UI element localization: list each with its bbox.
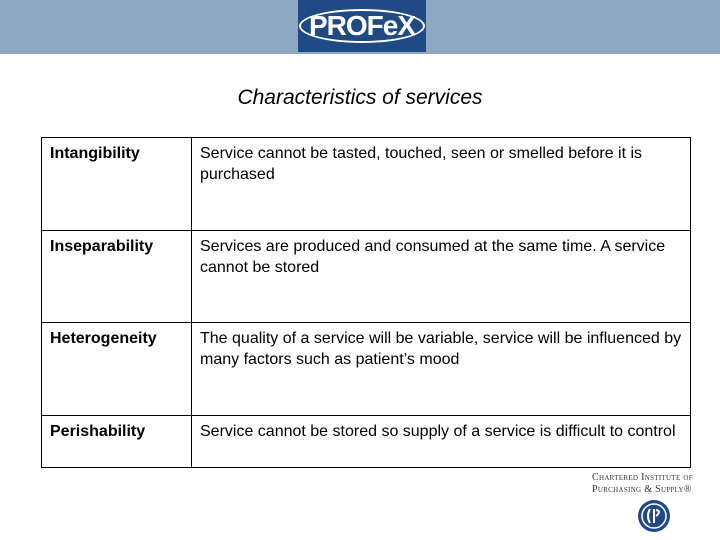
description-cell: Services are produced and consumed at the same time. A service cannot be stored (192, 230, 691, 323)
term-cell: Intangibility (42, 138, 192, 231)
logo-text: PROFeX (299, 9, 425, 43)
description-cell: The quality of a service will be variable, service will be influenced by many factors such as patient’s mood (192, 323, 691, 416)
cips-line-2: Purchasing & Supply® (592, 484, 692, 495)
description-cell: Service cannot be stored so supply of a service is difficult to control (192, 415, 691, 467)
cips-wordmark (592, 472, 718, 496)
profex-logo (298, 0, 426, 52)
term-cell: Perishability (42, 415, 192, 467)
header-band (0, 0, 720, 54)
cips-line-1: Chartered Institute of (592, 472, 693, 483)
table-row (42, 138, 691, 231)
description-cell: Service cannot be tasted, touched, seen or smelled before it is purchased (192, 138, 691, 231)
table-row (42, 415, 691, 467)
characteristics-table (41, 137, 691, 468)
cips-seal-icon (637, 499, 671, 533)
slide-title: Characteristics of services (237, 86, 483, 109)
table-row (42, 323, 691, 416)
term-cell: Inseparability (42, 230, 192, 323)
term-cell: Heterogeneity (42, 323, 192, 416)
table-row (42, 230, 691, 323)
